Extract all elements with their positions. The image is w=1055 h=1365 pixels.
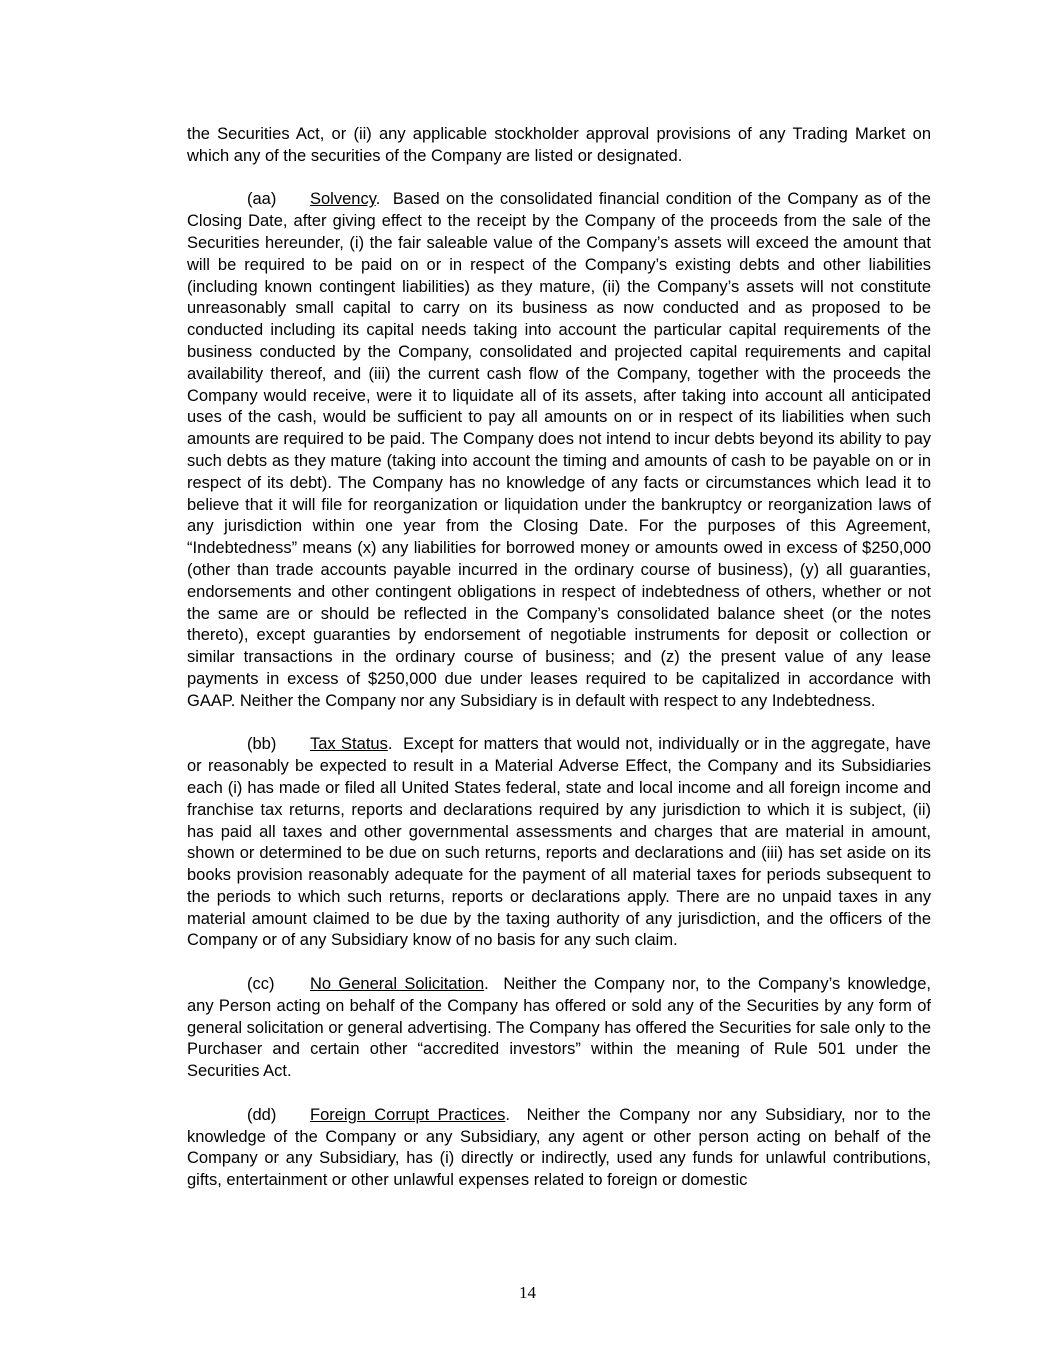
section-label: (aa) (247, 190, 277, 209)
section-cc: (cc) No General Solicitation. Neither the Company nor, to the Company’s knowledge, any Person acting on behalf of the Company has offered or sold any of the Securities by any form of general solicitation or general advertising. The Company has offered the Securities for sale only to the Purchaser and certain other “accredited investors” within the meaning of Rule 501 under the Securities Act. (187, 975, 931, 1081)
section-heading: Solvency (310, 190, 376, 209)
section-bb: (bb) Tax Status. Except for matters that would not, individually or in the aggregate, have or reasonably be expected to result in a Material Adverse Effect, the Company and its Subsidiaries each (i) has made or filed all United States federal, state and local income and all foreign income and franchise tax returns, reports and declarations required by any jurisdiction to which it is subject, (ii) has paid all taxes and other governmental assessments and charges that are material in amount, shown or determined to be due on such returns, reports and declarations and (iii) has set aside on its books provision reasonably adequate for the payment of all material taxes for periods subsequent to the periods to which such returns, reports or declarations apply. There are no unpaid taxes in any material amount claimed to be due by the taxing authority of any jurisdiction, and the officers of the Company or of any Subsidiary know of no basis for any such claim. (187, 735, 931, 950)
section-body: Neither the Company nor, to the Company’s knowledge, any Person acting on behalf of the Company has offered or sold any of the Securities by any form of general solicitation or general advertising. The Company has offered the Securities for sale only to the Purchaser and certain other “accredited investors” within the meaning of Rule 501 under the Securities Act. (187, 975, 931, 1081)
intro-paragraph: the Securities Act, or (ii) any applicable stockholder approval provisions of any Trading Market on which any of the securities of the Company are listed or designated. (187, 125, 931, 165)
section-body: Neither the Company nor any Subsidiary, nor to the knowledge of the Company or any Subsidiary, any agent or other person acting on behalf of the Company or any Subsidiary, has (i) directly or indirectly, used any funds for unlawful contributions, gifts, entertainment or other unlawful expenses related to foreign or domestic (187, 1105, 931, 1190)
page-number: 14 (519, 1283, 536, 1302)
section-aa: (aa) Solvency. Based on the consolidated financial condition of the Company as of the Closing Date, after giving effect to the receipt by the Company of the proceeds from the sale of the Securities hereunder, (i) the fair saleable value of the Company’s assets will exceed the amount that will be required to be paid on or in respect of the Company’s existing debts and other liabilities (including known contingent liabilities) as they mature, (ii) the Company’s assets will not constitute unreasonably small capital to carry on its business as now conducted and as proposed to be conducted including its capital needs taking into account the particular capital requirements of the business conducted by the Company, consolidated and projected capital requirements and capital availability thereof, and (iii) the current cash flow of the Company, together with the proceeds the Company would receive, were it to liquidate all of its assets, after taking into account all anticipated uses of the cash, would be sufficient to pay all amounts on or in respect of its liabilities when such amounts are required to be paid. The Company does not intend to incur debts beyond its ability to pay such debts as they mature (taking into account the timing and amounts of cash to be payable on or in respect of its debt). The Company has no knowledge of any facts or circumstances which lead it to believe that it will file for reorganization or liquidation under the bankruptcy or reorganization laws of any jurisdiction within one year from the Closing Date. For the purposes of this Agreement, “Indebtedness” means (x) any liabilities for borrowed money or amounts owed in excess of $250,000 (other than trade accounts payable incurred in the ordinary course of business), (y) all guaranties, endorsements and other contingent obligations in respect of indebtedness of others, whether or not the same are or should be reflected in the Company’s consolidated balance sheet (or the notes thereto), except guaranties by endorsement of negotiable instruments for deposit or collection or similar transactions in the ordinary course of business; and (z) the present value of any lease payments in excess of $250,000 due under leases required to be capitalized in accordance with GAAP. Neither the Company nor any Subsidiary is in default with respect to any Indebtedness. (187, 190, 931, 710)
section-body: Except for matters that would not, individually or in the aggregate, have or reasonably be expected to result in a Material Adverse Effect, the Company and its Subsidiaries each (i) has made or filed all United States federal, state and local income and all foreign income and franchise tax returns, reports and declarations required by any jurisdiction to which it is subject, (ii) has paid all taxes and other governmental assessments and charges that are material in amount, shown or determined to be due on such returns, reports and declarations and (iii) has set aside on its books provision reasonably adequate for the payment of all material taxes for periods subsequent to the periods to which such returns, reports or declarations apply. There are no unpaid taxes in any material amount claimed to be due by the taxing authority of any jurisdiction, and the officers of the Company or of any Subsidiary know of no basis for any such claim. (187, 735, 931, 950)
document-page (187, 124, 931, 1214)
section-heading: Tax Status (310, 735, 388, 754)
section-heading: No General Solicitation (310, 975, 485, 994)
section-label: (bb) (247, 735, 277, 754)
section-label: (cc) (247, 975, 275, 994)
section-dd: (dd) Foreign Corrupt Practices. Neither the Company nor any Subsidiary, nor to the knowledge of the Company or any Subsidiary, any agent or other person acting on behalf of the Company or any Subsidiary, has (i) directly or indirectly, used any funds for unlawful contributions, gifts, entertainment or other unlawful expenses related to foreign or domestic (187, 1105, 931, 1190)
section-label: (dd) (247, 1105, 277, 1124)
section-body: Based on the consolidated financial condition of the Company as of the Closing Date, after giving effect to the receipt by the Company of the proceeds from the sale of the Securities hereunder, (i) the fair saleable value of the Company’s assets will exceed the amount that will be required to be paid on or in respect of the Company’s existing debts and other liabilities (including known contingent liabilities) as they mature, (ii) the Company’s assets will not constitute unreasonably small capital to carry on its business as now conducted and as proposed to be conducted including its capital needs taking into account the particular capital requirements of the business conducted by the Company, consolidated and projected capital requirements and capital availability thereof, and (iii) the current cash flow of the Company, together with the proceeds the Company would receive, were it to liquidate all of its assets, after taking into account all anticipated uses of the cash, would be sufficient to pay all amounts on or in respect of its liabilities when such amounts are required to be paid. The Company does not intend to incur debts beyond its ability to pay such debts as they mature (taking into account the timing and amounts of cash to be payable on or in respect of its debt). The Company has no knowledge of any facts or circumstances which lead it to believe that it will file for reorganization or liquidation under the bankruptcy or reorganization laws of any jurisdiction within one year from the Closing Date. For the purposes of this Agreement, “Indebtedness” means (x) any liabilities for borrowed money or amounts owed in excess of $250,000 (other than trade accounts payable incurred in the ordinary course of business), (y) all guaranties, endorsements and other contingent obligations in respect of indebtedness of others, whether or not the same are or should be reflected in the Company’s consolidated balance sheet (or the notes thereto), except guaranties by endorsement of negotiable instruments for deposit or collection or similar transactions in the ordinary course of business; and (z) the present value of any lease payments in excess of $250,000 due under leases required to be capitalized in accordance with GAAP. Neither the Company nor any Subsidiary is in default with respect to any Indebtedness. (187, 190, 931, 710)
section-heading: Foreign Corrupt Practices (310, 1105, 506, 1124)
